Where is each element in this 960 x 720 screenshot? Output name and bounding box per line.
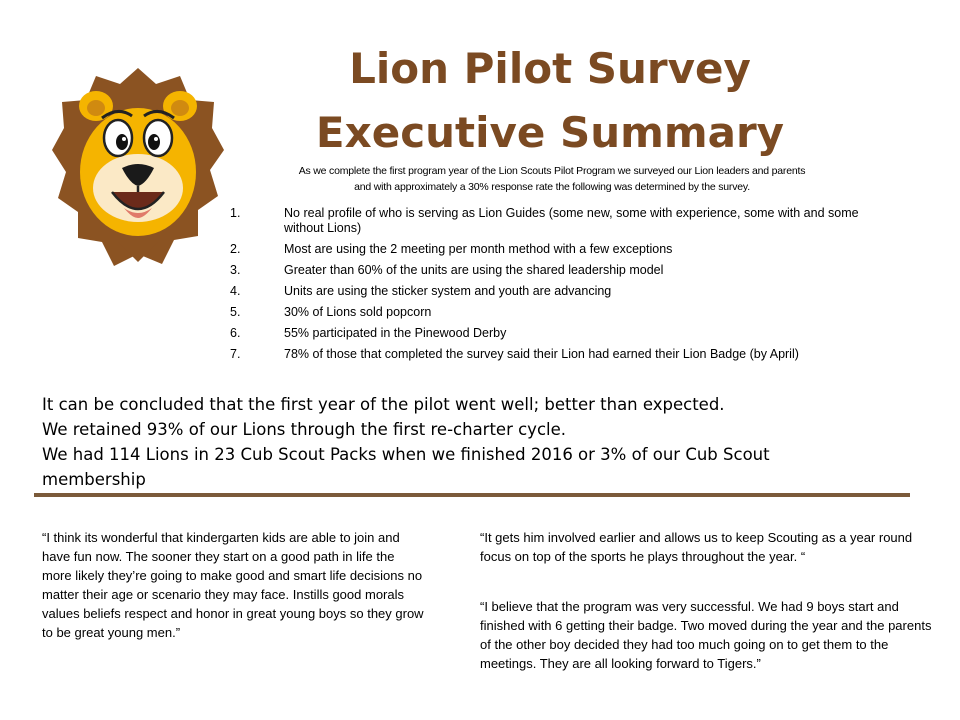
list-item xyxy=(230,206,880,236)
item-number: 6. xyxy=(230,326,241,340)
list-item xyxy=(230,242,880,257)
item-text: 78% of those that completed the survey said their Lion had earned their Lion Badge (by April) xyxy=(284,347,799,361)
testimonial-quote: “I think its wonderful that kindergarten kids are able to join and have fun now. The sooner they start on a good path in life the more likely they’re going to make good and smart life decisions no matter their age or scenario they may face. Instills good morals values beliefs respect and honor in great young boys so they grow to be great young men.” xyxy=(42,530,424,640)
intro-line-2: and with approximately a 30% response rate the following was determined by the survey. xyxy=(354,181,750,193)
testimonial-quote: “It gets him involved earlier and allows us to keep Scouting as a year round focus on top of the sports he plays throughout the year. “ xyxy=(480,530,913,564)
list-item xyxy=(230,326,880,341)
conclusion-line: We retained 93% of our Lions through the first re-charter cycle. xyxy=(42,420,567,439)
item-text: 55% participated in the Pinewood Derby xyxy=(284,326,507,340)
conclusion-block xyxy=(42,392,842,492)
list-item xyxy=(230,347,880,362)
intro-text xyxy=(262,163,842,195)
lion-mascot-icon xyxy=(52,66,224,272)
item-number: 1. xyxy=(230,206,241,220)
list-item xyxy=(230,263,880,278)
title-line-2: Executive Summary xyxy=(315,108,785,157)
item-text: 30% of Lions sold popcorn xyxy=(284,305,432,319)
section-divider xyxy=(34,493,910,497)
item-number: 4. xyxy=(230,284,241,298)
item-number: 7. xyxy=(230,347,241,361)
item-text: Units are using the sticker system and youth are advancing xyxy=(284,284,612,298)
title-line-1: Lion Pilot Survey xyxy=(349,44,751,93)
item-number: 2. xyxy=(230,242,241,256)
testimonial-quote: “I believe that the program was very successful. We had 9 boys start and finished with 6 getting their badge. Two moved during the year and the parents of the other boy decided they had too much going on to get them to the meetings. They are all looking forward to Tigers.” xyxy=(480,599,932,671)
list-item xyxy=(230,284,880,299)
list-item xyxy=(230,305,880,320)
item-text: Most are using the 2 meeting per month method with a few exceptions xyxy=(284,242,673,256)
item-text: Greater than 60% of the units are using the shared leadership model xyxy=(284,263,664,277)
intro-line-1: As we complete the first program year of the Lion Scouts Pilot Program we surveyed our Lion leaders and parents xyxy=(298,165,806,177)
conclusion-line: It can be concluded that the first year of the pilot went well; better than expected. xyxy=(42,395,725,414)
conclusion-line: We had 114 Lions in 23 Cub Scout Packs when we finished 2016 or 3% of our Cub Scout membership xyxy=(42,445,770,489)
item-text: No real profile of who is serving as Lion Guides (some new, some with experience, some with and some without Lions) xyxy=(284,206,859,235)
item-number: 3. xyxy=(230,263,241,277)
findings-list xyxy=(230,206,880,368)
item-number: 5. xyxy=(230,305,241,319)
